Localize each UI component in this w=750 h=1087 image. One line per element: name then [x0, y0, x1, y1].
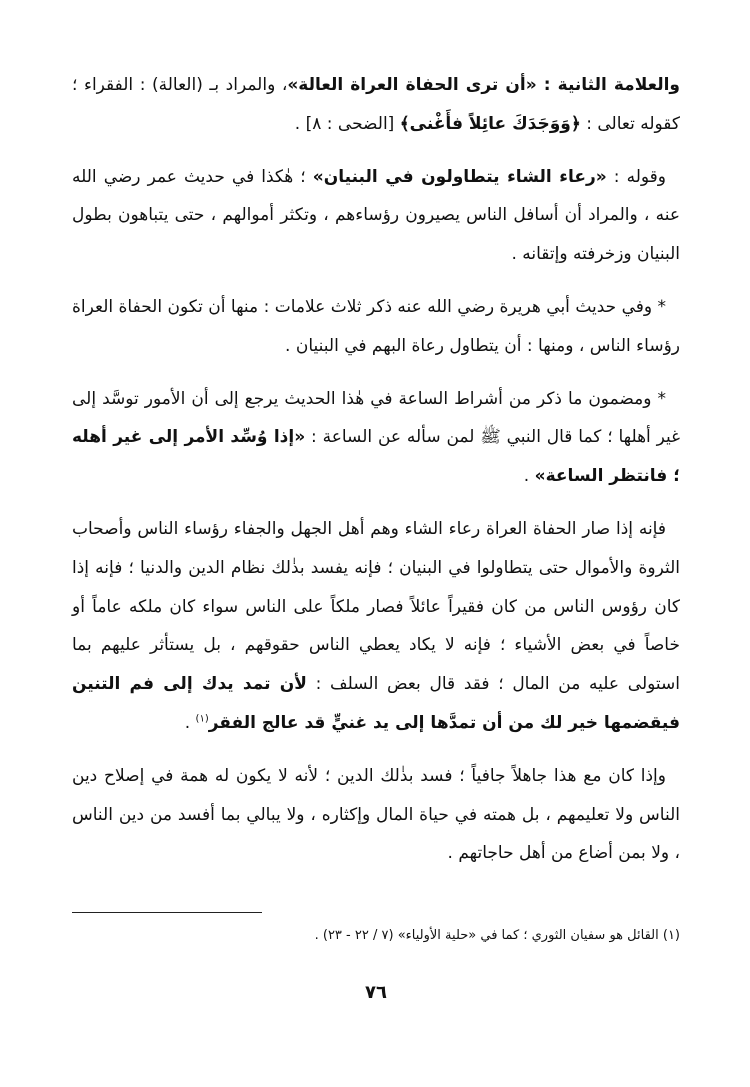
paragraph-1: [72, 66, 680, 144]
footnote: (١) القائل هو سفيان الثوري ؛ كما في «حلية الأولياء» (٧ / ٢٢ - ٢٣) .: [314, 928, 680, 943]
paragraph-1-text: ، والمراد بـ (العالة) : الفقراء ؛ كقوله تعالى :: [72, 75, 680, 134]
paragraph-4-text: .: [523, 466, 535, 487]
paragraph-5: [72, 510, 680, 743]
paragraph-5-text: فإنه إذا صار الحفاة العراة رعاء الشاء وهم أهل الجهل والجفاء رؤساء الناس وأصحاب الثروة والأموال حتى يتطاولوا في البنيان ؛ فإنه يفسد بذٰلك نظام الدين والدنيا ؛ فإنه إذا كان رؤوس الناس من كان فقيراً عائلاً فصار ملكاً على الناس سواء كان ملكه عاماً أو خاصاً في بعض الأشياء ؛ فإنه لا يكاد يعطي الناس حقوقهم ، بل يستأثر عليهم بما استولى عليه من المال ؛ فقد قال بعض السلف :: [72, 518, 680, 695]
paragraph-4-quote: «إذا وُسِّد الأمر إلى غير أهله ؛ فانتظر الساعة»: [72, 427, 680, 487]
page-number: ٧٦: [365, 982, 387, 1003]
paragraph-6-text: وإذا كان مع هذا جاهلاً جافياً ؛ فسد بذٰلك الدين ؛ لأنه لا يكون له همة في إصلاح دين الناس ولا تعليمهم ، بل همته في حياة المال وإكثاره ، ولا يبالي بما أفسد من دين الناس ، ولا بمن أضاع من أهل حاجاتهم .: [72, 765, 680, 864]
paragraph-4-lead: * ومضمون ما ذكر من أشراط الساعة في هٰذا الحديث يرجع إلى أن الأمور توسَّد إلى غير أهلها ؛ كما قال النبي ﷺ لمن سأله عن الساعة :: [72, 388, 681, 448]
document-page: [72, 66, 680, 1066]
paragraph-5-text2: .: [184, 712, 196, 733]
paragraph-5-quote: لأن تمد يدك إلى فم التنين فيقضمها خير لك من أن تمدَّها إلى يد غنيٍّ قد عالج الفقر: [72, 674, 680, 733]
paragraph-2-quote: «رعاء الشاء يتطاولون في البنيان»: [312, 166, 607, 187]
paragraph-3: [72, 288, 680, 366]
paragraph-1-lead: والعلامة الثانية :: [536, 75, 680, 95]
paragraph-2-text: ؛ هٰكذا في حديث عمر رضي الله عنه ، والمراد أن أسافل الناس يصيرون رؤساءهم ، وتكثر أموالهم ، حتى يتباهون بطول البنيان وزخرفته وإتقانه .: [72, 166, 680, 265]
paragraph-2: [72, 158, 680, 274]
paragraph-1-text2: [الضحى : ٨] .: [294, 113, 400, 134]
paragraph-6: [72, 757, 680, 873]
footnote-divider: [72, 912, 262, 913]
paragraph-1-quote: «أن ترى الحفاة العراة العالة»: [287, 75, 537, 95]
paragraph-2-lead: وقوله :: [606, 166, 666, 187]
paragraph-4: [72, 380, 680, 496]
footnote-reference[interactable]: (١): [195, 713, 209, 725]
paragraph-3-text: * وفي حديث أبي هريرة رضي الله عنه ذكر ثلاث علامات : منها أن تكون الحفاة العراة رؤساء الناس ، ومنها : أن يتطاول رعاة البهم في البنيان .: [72, 296, 680, 356]
quran-verse: ﴿وَوَجَدَكَ عائِلاً فأَغْنى﴾: [399, 113, 581, 134]
